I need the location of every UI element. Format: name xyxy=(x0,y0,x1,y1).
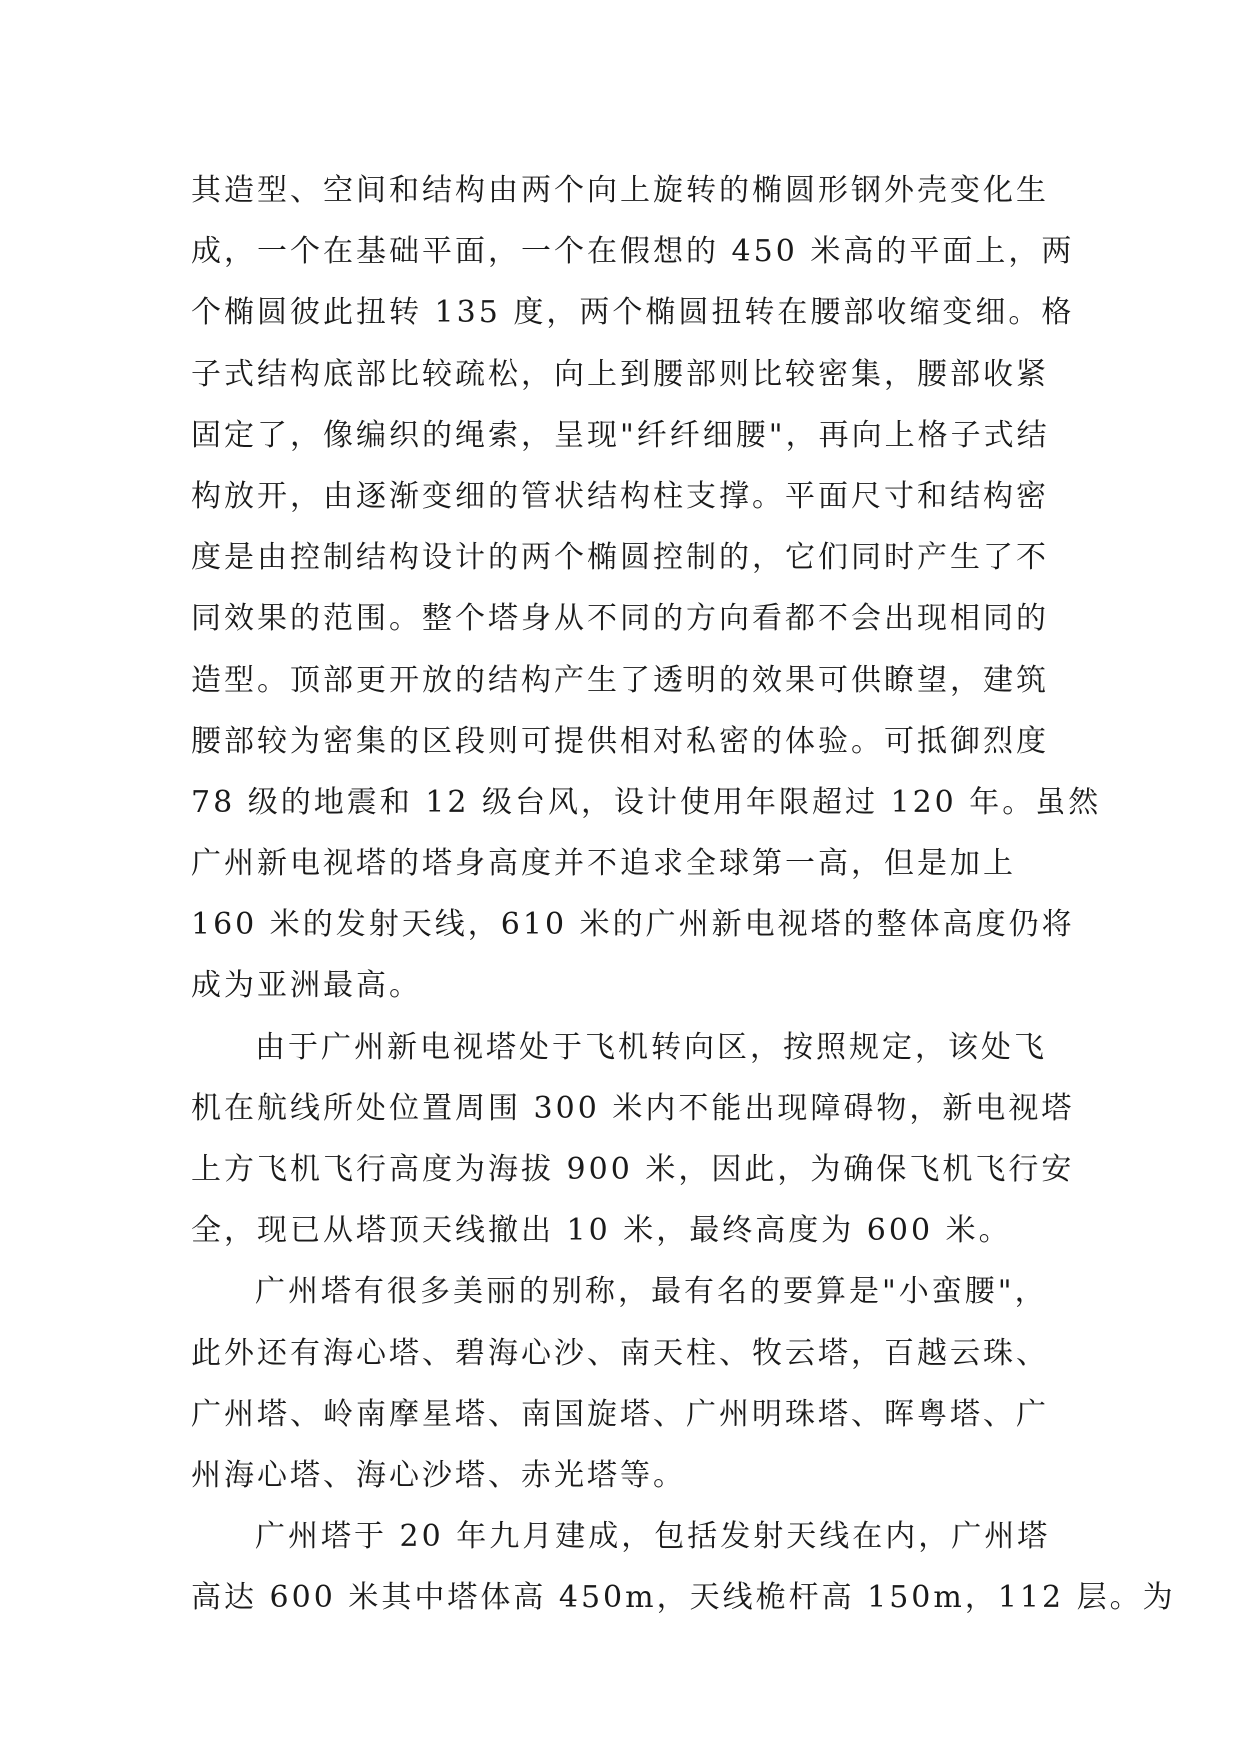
text-line: 全，现已从塔顶天线撤出 10 米，最终高度为 600 米。 xyxy=(191,1213,1012,1249)
paragraph-2 xyxy=(191,1017,1075,1262)
text-line: 度是由控制结构设计的两个椭圆控制的，它们同时产生了不 xyxy=(191,540,1049,576)
text-line: 固定了，像编织的绳索，呈现"纤纤细腰"，再向上格子式结 xyxy=(191,417,1050,453)
text-line-indented: 广州塔于 20 年九月建成，包括发射天线在内，广州塔 xyxy=(255,1519,1051,1555)
text-line: 上方飞机飞行高度为海拔 900 米，因此，为确保飞机飞行安 xyxy=(191,1152,1075,1187)
text-line: 160 米的发射天线，610 米的广州新电视塔的整体高度仍将 xyxy=(191,907,1075,943)
text-line: 成为亚洲最高。 xyxy=(191,968,422,1004)
paragraph-4 xyxy=(191,1506,1176,1628)
text-line: 成，一个在基础平面，一个在假想的 450 米高的平面上，两 xyxy=(191,234,1075,270)
text-line: 78 级的地震和 12 级台风，设计使用年限超过 120 年。虽然 xyxy=(191,784,1102,820)
text-line: 造型。顶部更开放的结构产生了透明的效果可供瞭望，建筑 xyxy=(191,662,1049,698)
text-line: 此外还有海心塔、碧海心沙、南天柱、牧云塔，百越云珠、 xyxy=(191,1335,1049,1371)
text-line: 构放开，由逐渐变细的管状结构柱支撑。平面尺寸和结构密 xyxy=(191,478,1049,514)
text-line: 子式结构底部比较疏松，向上到腰部则比较密集，腰部收紧 xyxy=(191,356,1049,392)
text-line: 高达 600 米其中塔体高 450m，天线桅杆高 150m，112 层。为 xyxy=(191,1580,1176,1616)
text-line: 个椭圆彼此扭转 135 度，两个椭圆扭转在腰部收缩变细。格 xyxy=(191,295,1075,331)
text-line-indented: 由于广州新电视塔处于飞机转向区，按照规定，该处飞 xyxy=(255,1029,1047,1065)
text-line: 广州新电视塔的塔身高度并不追求全球第一高，但是加上 xyxy=(191,846,1016,882)
document-body xyxy=(191,160,1176,1629)
text-line: 广州塔、岭南摩星塔、南国旋塔、广州明珠塔、晖粤塔、广 xyxy=(191,1396,1049,1432)
paragraph-3 xyxy=(191,1261,1053,1506)
text-line: 机在航线所处位置周围 300 米内不能出现障碍物，新电视塔 xyxy=(191,1090,1075,1126)
text-line: 同效果的范围。整个塔身从不同的方向看都不会出现相同的 xyxy=(191,601,1049,637)
text-line: 腰部较为密集的区段则可提供相对私密的体验。可抵御烈度 xyxy=(191,723,1049,759)
text-line: 其造型、空间和结构由两个向上旋转的椭圆形钢外壳变化生 xyxy=(191,173,1049,208)
text-line-indented: 广州塔有很多美丽的别称，最有名的要算是"小蛮腰"， xyxy=(255,1274,1048,1310)
text-line: 州海心塔、海心沙塔、赤光塔等。 xyxy=(191,1457,686,1493)
paragraph-1 xyxy=(191,160,1102,1017)
